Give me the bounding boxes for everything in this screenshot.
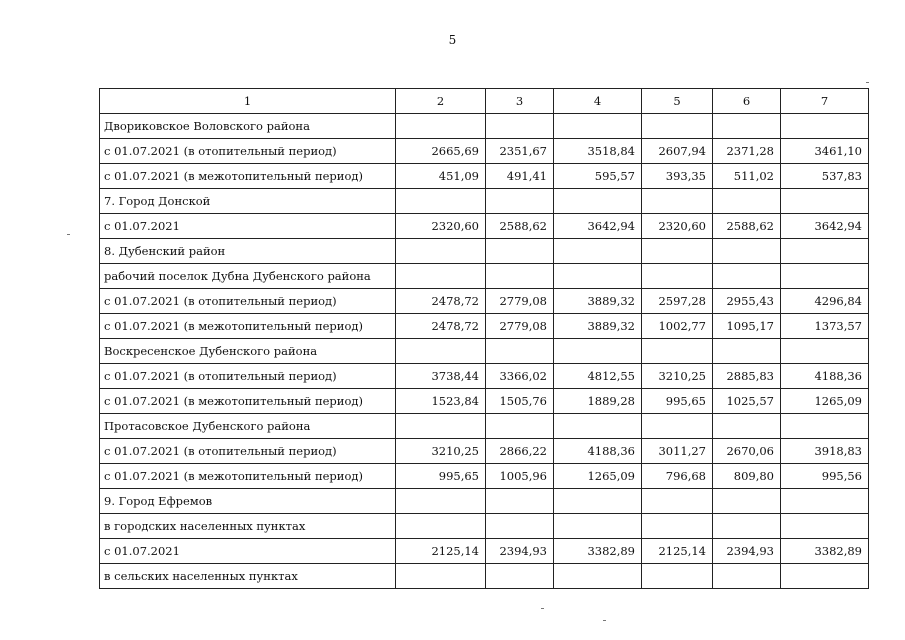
value-cell-col-6: 1025,57 [713,389,781,414]
value-cell-col-4 [554,189,642,214]
value-cell-col-3: 491,41 [486,164,554,189]
table-row [100,489,869,514]
value-cell-col-3: 1505,76 [486,389,554,414]
value-cell-col-6 [713,414,781,439]
tariff-table-body [100,89,869,589]
scan-speck [866,82,869,83]
table-row [100,189,869,214]
row-label: с 01.07.2021 [100,539,396,564]
value-cell-col-2: 2125,14 [396,539,486,564]
scan-speck [603,620,606,621]
value-cell-col-7 [781,114,869,139]
value-cell-col-6: 2955,43 [713,289,781,314]
value-cell-col-6 [713,114,781,139]
value-cell-col-5 [642,339,713,364]
table-row [100,389,869,414]
value-cell-col-2: 2320,60 [396,214,486,239]
value-cell-col-6 [713,514,781,539]
value-cell-col-3 [486,414,554,439]
value-cell-col-2: 451,09 [396,164,486,189]
row-label: с 01.07.2021 (в межотопительный период) [100,164,396,189]
value-cell-col-2: 2665,69 [396,139,486,164]
value-cell-col-2: 3738,44 [396,364,486,389]
value-cell-col-2: 3210,25 [396,439,486,464]
value-cell-col-4 [554,564,642,589]
value-cell-col-3: 2351,67 [486,139,554,164]
value-cell-col-4 [554,239,642,264]
table-row [100,539,869,564]
value-cell-col-2 [396,189,486,214]
value-cell-col-5 [642,189,713,214]
table-row [100,114,869,139]
table-row [100,564,869,589]
row-label: с 01.07.2021 (в межотопительный период) [100,464,396,489]
value-cell-col-4: 3518,84 [554,139,642,164]
value-cell-col-3 [486,114,554,139]
value-cell-col-5 [642,564,713,589]
row-label: с 01.07.2021 (в отопительный период) [100,289,396,314]
value-cell-col-6: 511,02 [713,164,781,189]
value-cell-col-3 [486,339,554,364]
value-cell-col-7: 3382,89 [781,539,869,564]
value-cell-col-2: 995,65 [396,464,486,489]
value-cell-col-5 [642,114,713,139]
value-cell-col-2 [396,564,486,589]
value-cell-col-7: 4188,36 [781,364,869,389]
value-cell-col-6: 2885,83 [713,364,781,389]
value-cell-col-3 [486,264,554,289]
table-row [100,164,869,189]
row-label: рабочий поселок Дубна Дубенского района [100,264,396,289]
header-cell-col-6: 6 [713,89,781,114]
value-cell-col-4 [554,264,642,289]
value-cell-col-3: 2588,62 [486,214,554,239]
value-cell-col-4: 4188,36 [554,439,642,464]
value-cell-col-3: 3366,02 [486,364,554,389]
row-label: 9. Город Ефремов [100,489,396,514]
value-cell-col-7: 3918,83 [781,439,869,464]
row-label: с 01.07.2021 (в межотопительный период) [100,389,396,414]
value-cell-col-4: 3889,32 [554,289,642,314]
value-cell-col-3 [486,189,554,214]
value-cell-col-3: 2394,93 [486,539,554,564]
value-cell-col-6: 2394,93 [713,539,781,564]
value-cell-col-5: 3011,27 [642,439,713,464]
value-cell-col-2 [396,414,486,439]
table-row [100,464,869,489]
header-cell-col-2: 2 [396,89,486,114]
header-cell-col-5: 5 [642,89,713,114]
value-cell-col-7 [781,239,869,264]
value-cell-col-5: 2607,94 [642,139,713,164]
row-label: с 01.07.2021 [100,214,396,239]
value-cell-col-6 [713,239,781,264]
row-label: в сельских населенных пунктах [100,564,396,589]
row-label: в городских населенных пунктах [100,514,396,539]
value-cell-col-6: 2588,62 [713,214,781,239]
value-cell-col-5 [642,239,713,264]
value-cell-col-3: 2779,08 [486,289,554,314]
value-cell-col-3: 2779,08 [486,314,554,339]
row-label: Протасовское Дубенского района [100,414,396,439]
value-cell-col-6 [713,564,781,589]
value-cell-col-7: 3461,10 [781,139,869,164]
value-cell-col-5: 2320,60 [642,214,713,239]
value-cell-col-5 [642,514,713,539]
value-cell-col-7 [781,514,869,539]
value-cell-col-5: 796,68 [642,464,713,489]
row-label: с 01.07.2021 (в отопительный период) [100,364,396,389]
value-cell-col-7 [781,564,869,589]
value-cell-col-2: 1523,84 [396,389,486,414]
value-cell-col-5: 2597,28 [642,289,713,314]
value-cell-col-7: 4296,84 [781,289,869,314]
row-label: 7. Город Донской [100,189,396,214]
row-label: Двориковское Воловского района [100,114,396,139]
value-cell-col-3 [486,489,554,514]
value-cell-col-3: 2866,22 [486,439,554,464]
value-cell-col-5: 3210,25 [642,364,713,389]
value-cell-col-3 [486,514,554,539]
value-cell-col-2: 2478,72 [396,289,486,314]
value-cell-col-3 [486,239,554,264]
value-cell-col-5 [642,489,713,514]
value-cell-col-5: 393,35 [642,164,713,189]
header-cell-col-4: 4 [554,89,642,114]
value-cell-col-3: 1005,96 [486,464,554,489]
row-label: Воскресенское Дубенского района [100,339,396,364]
value-cell-col-5: 1002,77 [642,314,713,339]
value-cell-col-4: 4812,55 [554,364,642,389]
value-cell-col-4: 3382,89 [554,539,642,564]
header-cell-col-1: 1 [100,89,396,114]
value-cell-col-4 [554,339,642,364]
value-cell-col-7: 1373,57 [781,314,869,339]
table-row [100,139,869,164]
value-cell-col-4: 1889,28 [554,389,642,414]
row-label: с 01.07.2021 (в отопительный период) [100,439,396,464]
value-cell-col-5: 2125,14 [642,539,713,564]
value-cell-col-2 [396,489,486,514]
table-row [100,214,869,239]
value-cell-col-6 [713,189,781,214]
table-row [100,439,869,464]
table-row [100,339,869,364]
value-cell-col-7 [781,264,869,289]
page-number: 5 [448,33,457,47]
value-cell-col-7: 1265,09 [781,389,869,414]
value-cell-col-2 [396,339,486,364]
value-cell-col-7: 995,56 [781,464,869,489]
table-row [100,364,869,389]
value-cell-col-4 [554,414,642,439]
tariff-table [99,88,869,589]
value-cell-col-4 [554,114,642,139]
table-header-row [100,89,869,114]
value-cell-col-7 [781,189,869,214]
value-cell-col-3 [486,564,554,589]
value-cell-col-2: 2478,72 [396,314,486,339]
value-cell-col-4: 3642,94 [554,214,642,239]
header-cell-col-7: 7 [781,89,869,114]
table-row [100,289,869,314]
value-cell-col-4 [554,489,642,514]
scan-speck [67,234,70,235]
table-row [100,239,869,264]
value-cell-col-4: 1265,09 [554,464,642,489]
value-cell-col-2 [396,114,486,139]
value-cell-col-7: 3642,94 [781,214,869,239]
table-row [100,264,869,289]
value-cell-col-4: 3889,32 [554,314,642,339]
value-cell-col-6: 1095,17 [713,314,781,339]
value-cell-col-6 [713,264,781,289]
value-cell-col-6 [713,339,781,364]
value-cell-col-6: 2371,28 [713,139,781,164]
value-cell-col-5: 995,65 [642,389,713,414]
value-cell-col-4: 595,57 [554,164,642,189]
value-cell-col-6 [713,489,781,514]
value-cell-col-7 [781,339,869,364]
table-row [100,514,869,539]
table-row [100,414,869,439]
value-cell-col-2 [396,264,486,289]
value-cell-col-7 [781,489,869,514]
scan-speck [541,608,544,609]
row-label: 8. Дубенский район [100,239,396,264]
table-row [100,314,869,339]
row-label: с 01.07.2021 (в отопительный период) [100,139,396,164]
value-cell-col-7: 537,83 [781,164,869,189]
value-cell-col-7 [781,414,869,439]
value-cell-col-5 [642,414,713,439]
value-cell-col-4 [554,514,642,539]
row-label: с 01.07.2021 (в межотопительный период) [100,314,396,339]
header-cell-col-3: 3 [486,89,554,114]
value-cell-col-5 [642,264,713,289]
value-cell-col-2 [396,239,486,264]
value-cell-col-6: 2670,06 [713,439,781,464]
value-cell-col-6: 809,80 [713,464,781,489]
value-cell-col-2 [396,514,486,539]
